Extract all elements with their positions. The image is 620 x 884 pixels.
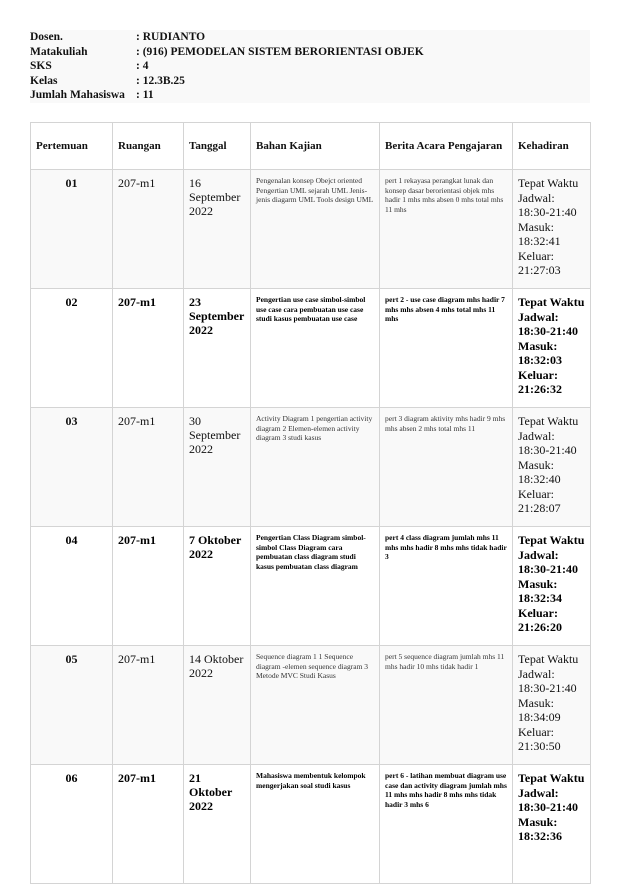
kehadiran-keluar: Keluar: 21:30:50 bbox=[518, 724, 561, 753]
table-row bbox=[31, 408, 591, 527]
table-row bbox=[31, 765, 591, 884]
ruangan-cell: 207-m1 bbox=[113, 170, 184, 289]
berita-acara-cell: pert 4 class diagram jumlah mhs 11 mhs mhs hadir 8 mhs mhs tidak hadir 3 bbox=[380, 527, 513, 646]
kelas-value: : 12.3B.25 bbox=[136, 74, 185, 87]
kehadiran-status: Tepat Waktu bbox=[518, 771, 585, 785]
ruangan-cell: 207-m1 bbox=[113, 527, 184, 646]
kehadiran-keluar: Keluar: 21:26:32 bbox=[518, 367, 562, 396]
berita-acara-cell: pert 6 - latihan membuat diagram use case dan activity diagram jumlah mhs 11 mhs mhs hadir 8 mhs mhs tidak hadir 3 mhs 6 bbox=[380, 765, 513, 884]
kehadiran-masuk: Masuk: 18:34:09 bbox=[518, 695, 561, 724]
kehadiran-jadwal: Jadwal: 18:30-21:40 bbox=[518, 190, 577, 219]
kehadiran-jadwal: Jadwal: 18:30-21:40 bbox=[518, 666, 577, 695]
ruangan-cell: 207-m1 bbox=[113, 765, 184, 884]
berita-acara-cell: pert 1 rekayasa perangkat lunak dan konsep dasar berorientasi objek mhs hadir 1 mhs mhs absen 0 mhs total mhs 11 mhs bbox=[380, 170, 513, 289]
dosen-row bbox=[30, 30, 590, 45]
bahan-kajian-cell: Pengertian Class Diagram simbol-simbol Class Diagram cara pembuatan class diagram studi kasus pembuatan class diagram bbox=[251, 527, 380, 646]
berita-acara-cell: pert 3 diagram aktivity mhs hadir 9 mhs mhs absen 2 mhs total mhs 11 bbox=[380, 408, 513, 527]
kehadiran-keluar: Keluar: 21:26:20 bbox=[518, 605, 562, 634]
pertemuan-cell: 02 bbox=[31, 289, 113, 408]
kehadiran-cell bbox=[513, 289, 591, 408]
bahan-kajian-cell: Pengenalan konsep Obejct oriented Pengertian UML sejarah UML Jenis-jenis diagarm UML Tools design UML bbox=[251, 170, 380, 289]
matakuliah-row bbox=[30, 45, 590, 60]
jumlah-label: Jumlah Mahasiswa bbox=[30, 89, 125, 101]
sks-label: SKS bbox=[30, 60, 52, 72]
kehadiran-status: Tepat Waktu bbox=[518, 414, 579, 428]
course-info bbox=[30, 30, 590, 103]
table-row bbox=[31, 170, 591, 289]
table-row bbox=[31, 646, 591, 765]
kehadiran-masuk: Masuk: 18:32:03 bbox=[518, 338, 562, 367]
bahan-kajian-cell: Pengertian use case simbol-simbol use case cara pembuatan use case studi kasus pembuatan use case bbox=[251, 289, 380, 408]
header-berita-acara: Berita Acara Pengajaran bbox=[380, 123, 513, 170]
matakuliah-value: : (916) PEMODELAN SISTEM BERORIENTASI OBJEK bbox=[136, 45, 424, 58]
jumlah-row bbox=[30, 88, 590, 103]
table-header-row bbox=[31, 123, 591, 170]
pertemuan-cell: 06 bbox=[31, 765, 113, 884]
tanggal-cell: 16 September 2022 bbox=[184, 170, 251, 289]
kehadiran-cell bbox=[513, 765, 591, 884]
kehadiran-jadwal: Jadwal: 18:30-21:40 bbox=[518, 428, 577, 457]
kehadiran-status: Tepat Waktu bbox=[518, 176, 579, 190]
kehadiran-masuk: Masuk: 18:32:36 bbox=[518, 814, 562, 843]
tanggal-cell: 30 September 2022 bbox=[184, 408, 251, 527]
tanggal-cell: 21 Oktober 2022 bbox=[184, 765, 251, 884]
bahan-kajian-cell: Mahasiswa membentuk kelompok mengerjakan soal studi kasus bbox=[251, 765, 380, 884]
kehadiran-cell bbox=[513, 170, 591, 289]
pertemuan-cell: 04 bbox=[31, 527, 113, 646]
sks-row bbox=[30, 59, 590, 74]
header-pertemuan: Pertemuan bbox=[31, 123, 113, 170]
kehadiran-masuk: Masuk: 18:32:41 bbox=[518, 219, 561, 248]
kelas-row bbox=[30, 74, 590, 89]
jumlah-value: : 11 bbox=[136, 89, 154, 101]
kehadiran-status: Tepat Waktu bbox=[518, 652, 579, 666]
header-bahan-kajian: Bahan Kajian bbox=[251, 123, 380, 170]
berita-acara-cell: pert 2 - use case diagram mhs hadir 7 mhs mhs absen 4 mhs total mhs 11 mhs bbox=[380, 289, 513, 408]
kelas-label: Kelas bbox=[30, 74, 58, 87]
matakuliah-label: Matakuliah bbox=[30, 45, 88, 58]
bahan-kajian-cell: Activity Diagram 1 pengertian activity diagram 2 Elemen-elemen activity diagram 3 studi kasus bbox=[251, 408, 380, 527]
berita-acara-cell: pert 5 sequence diagram jumlah mhs 11 mhs hadir 10 mhs tidak hadir 1 bbox=[380, 646, 513, 765]
header-ruangan: Ruangan bbox=[113, 123, 184, 170]
dosen-value: : RUDIANTO bbox=[136, 31, 206, 43]
pertemuan-cell: 03 bbox=[31, 408, 113, 527]
kehadiran-status: Tepat Waktu bbox=[518, 295, 585, 309]
tanggal-cell: 7 Oktober 2022 bbox=[184, 527, 251, 646]
ruangan-cell: 207-m1 bbox=[113, 408, 184, 527]
kehadiran-jadwal: Jadwal: 18:30-21:40 bbox=[518, 309, 578, 338]
tanggal-cell: 23 September 2022 bbox=[184, 289, 251, 408]
pertemuan-cell: 01 bbox=[31, 170, 113, 289]
kehadiran-keluar: Keluar: 21:27:03 bbox=[518, 248, 561, 277]
header-kehadiran: Kehadiran bbox=[513, 123, 591, 170]
kehadiran-masuk: Masuk: 18:32:34 bbox=[518, 576, 562, 605]
bahan-kajian-cell: Sequence diagram 1 1 Sequence diagram -elemen sequence diagram 3 Metode MVC Studi Kasus bbox=[251, 646, 380, 765]
kehadiran-keluar: Keluar: 21:28:07 bbox=[518, 486, 561, 515]
kehadiran-jadwal: Jadwal: 18:30-21:40 bbox=[518, 785, 578, 814]
kehadiran-jadwal: Jadwal: 18:30-21:40 bbox=[518, 547, 578, 576]
table-row bbox=[31, 527, 591, 646]
sks-value: : 4 bbox=[136, 60, 149, 72]
dosen-label: Dosen. bbox=[30, 31, 63, 43]
tanggal-cell: 14 Oktober 2022 bbox=[184, 646, 251, 765]
pertemuan-cell: 05 bbox=[31, 646, 113, 765]
ruangan-cell: 207-m1 bbox=[113, 646, 184, 765]
ruangan-cell: 207-m1 bbox=[113, 289, 184, 408]
header-tanggal: Tanggal bbox=[184, 123, 251, 170]
kehadiran-status: Tepat Waktu bbox=[518, 533, 585, 547]
kehadiran-cell bbox=[513, 646, 591, 765]
attendance-table bbox=[30, 122, 591, 884]
kehadiran-cell bbox=[513, 408, 591, 527]
kehadiran-cell bbox=[513, 527, 591, 646]
kehadiran-masuk: Masuk: 18:32:40 bbox=[518, 457, 561, 486]
table-row bbox=[31, 289, 591, 408]
